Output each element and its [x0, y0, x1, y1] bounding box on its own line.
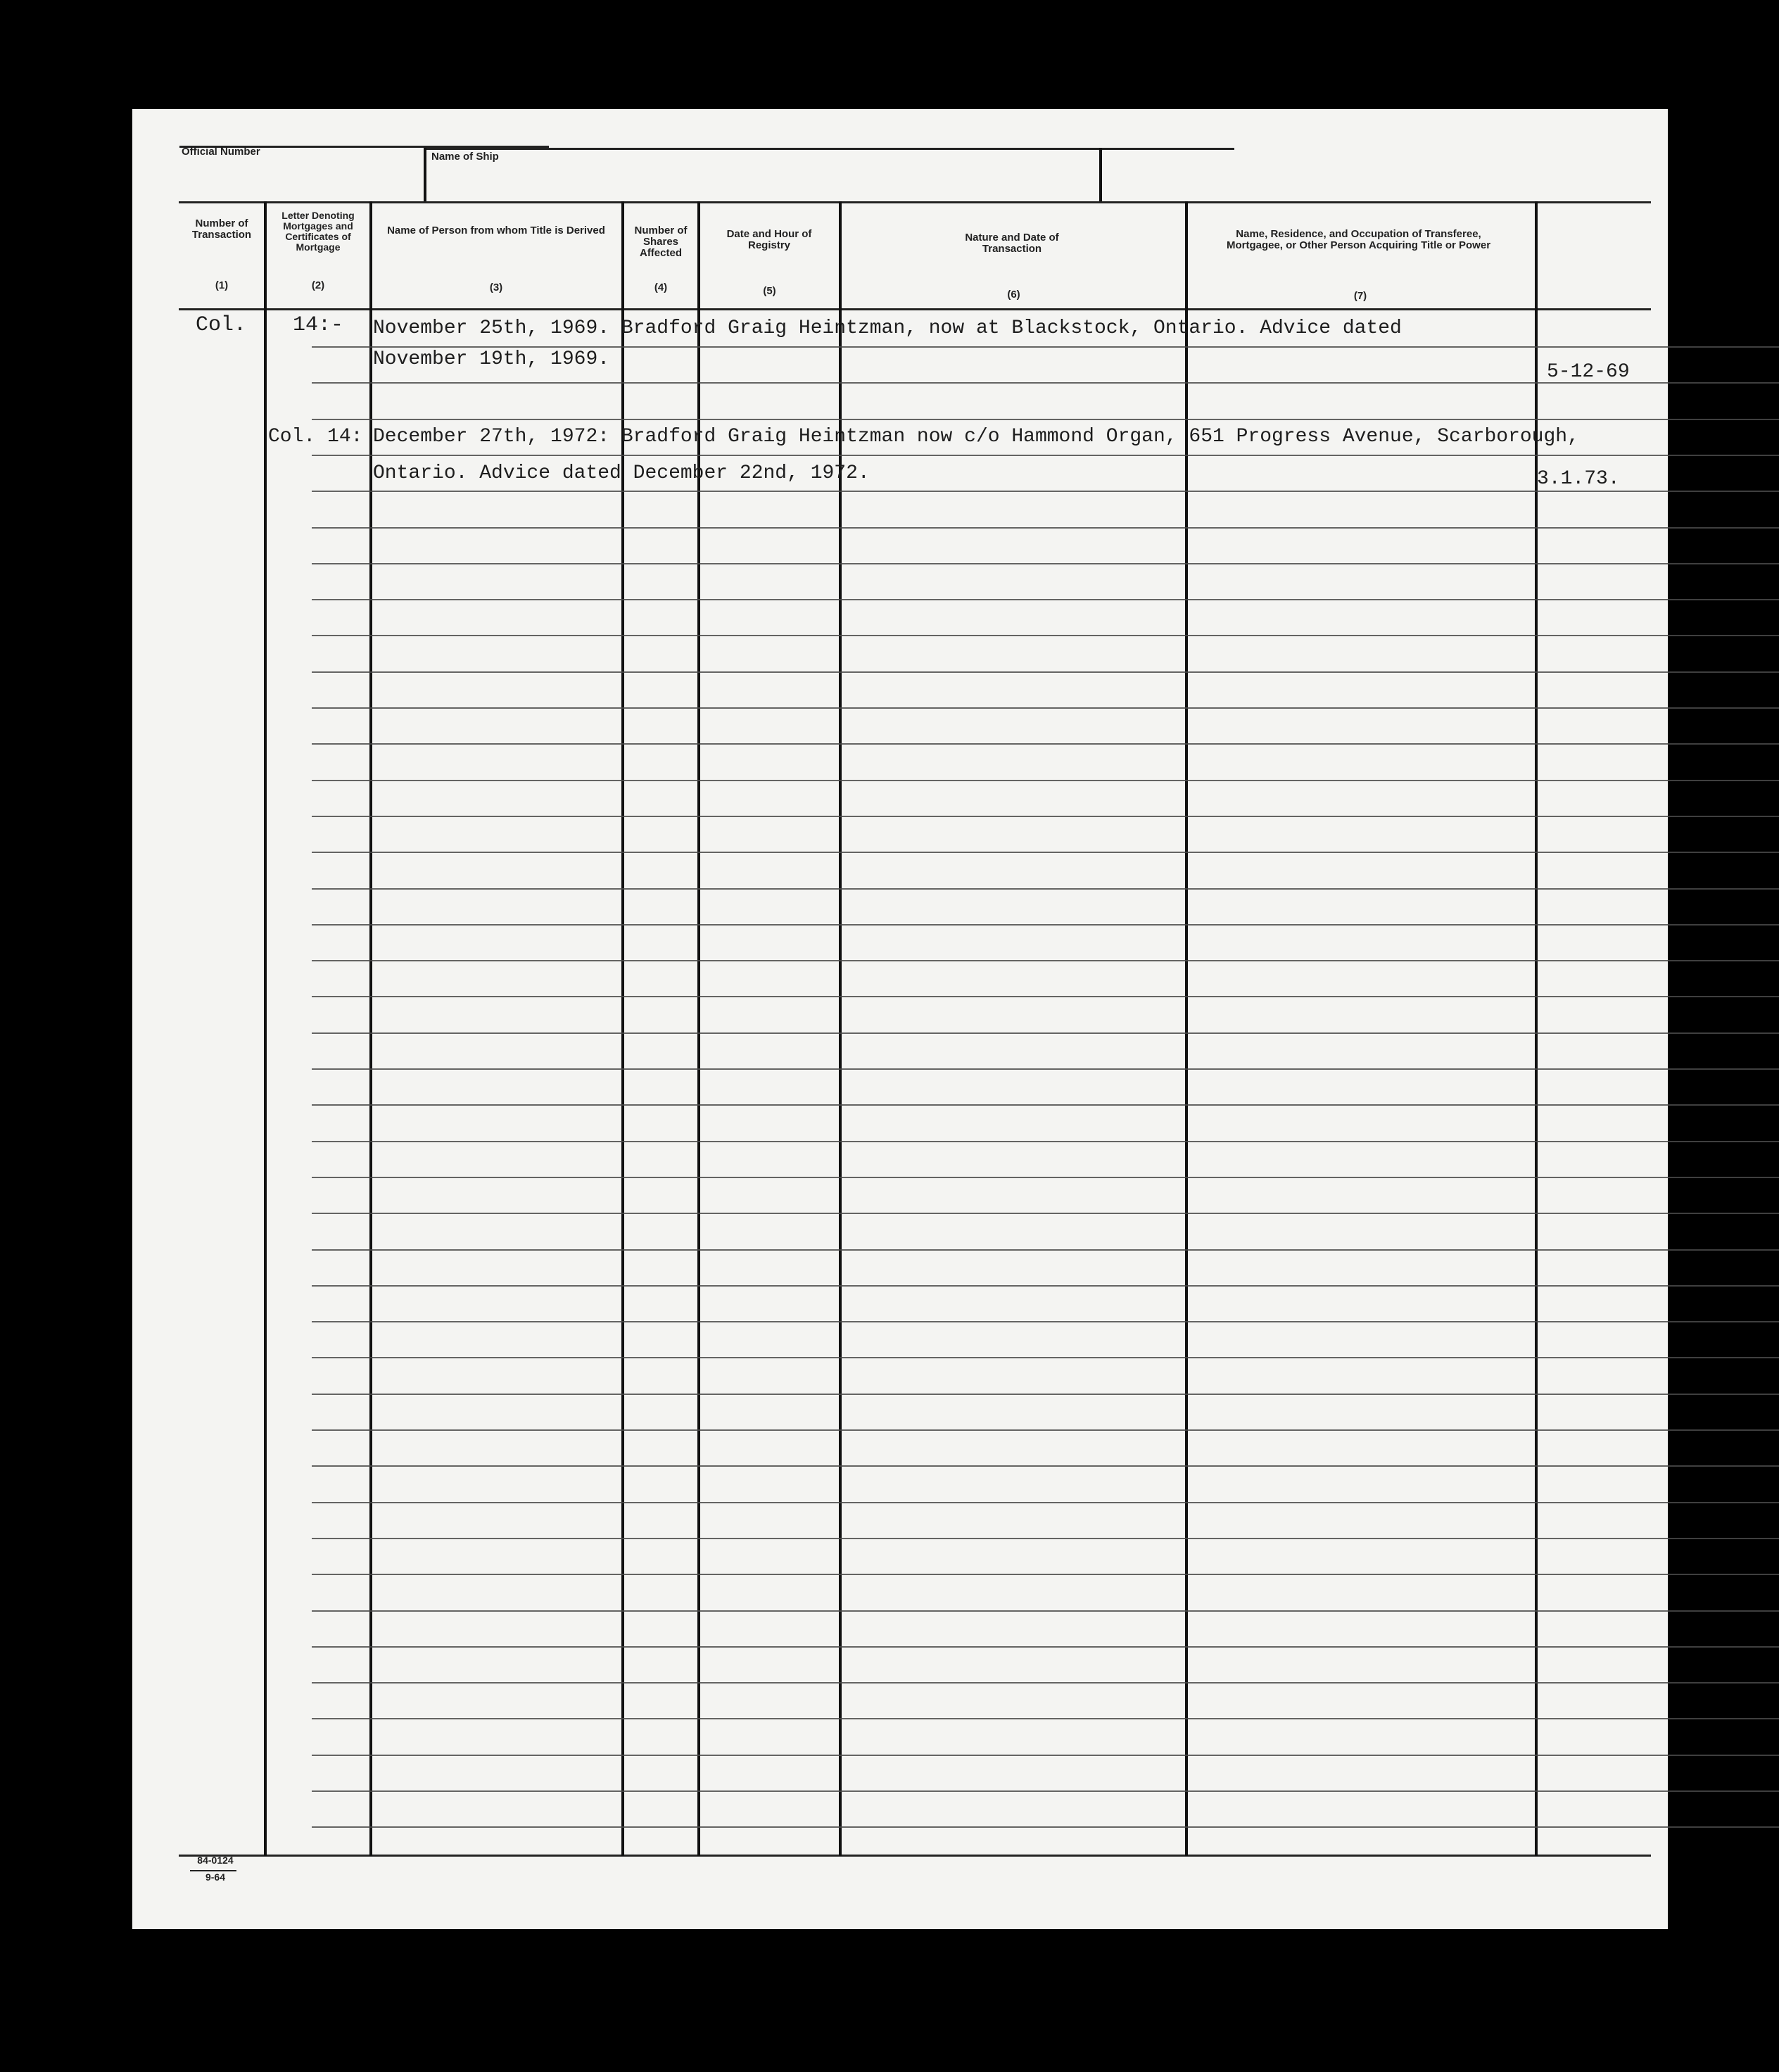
entry-2-date: 3.1.73. [1537, 468, 1620, 490]
entry-1-line1: November 25th, 1969. Bradford Graig Heintzman, now at Blackstock, Ontario. Advice dated [373, 317, 1402, 339]
ruled-line [312, 1068, 1779, 1070]
entry-1-date: 5-12-69 [1547, 361, 1630, 383]
ruled-line [312, 888, 1779, 890]
entry-1-col1: Col. [196, 313, 247, 337]
ruled-line [312, 635, 1779, 636]
col-divider-2 [369, 201, 372, 1856]
col-divider-7 [1535, 201, 1538, 1856]
ruled-line [312, 1285, 1779, 1287]
ruled-line [312, 707, 1779, 709]
ruled-line [312, 1213, 1779, 1214]
ruled-line [312, 924, 1779, 926]
entry-2-line2: Ontario. Advice dated December 22nd, 1972. [373, 462, 870, 484]
ruled-line [312, 1610, 1779, 1612]
ruled-line [312, 1646, 1779, 1648]
ruled-line [312, 1141, 1779, 1142]
ruled-line [312, 1032, 1779, 1034]
ruled-line [312, 780, 1779, 781]
ruled-line [312, 1357, 1779, 1358]
col-header-2: Letter Denoting Mortgages and Certificates of Mortgage [281, 210, 355, 253]
col-num-7: (7) [1353, 290, 1367, 302]
col-divider-3 [621, 201, 624, 1856]
col-divider-5 [839, 201, 842, 1856]
table-header-bottom [179, 308, 1651, 310]
ruled-line [312, 1574, 1779, 1575]
ruled-line [312, 1826, 1779, 1828]
ship-box-top [425, 148, 1234, 150]
col-num-1: (1) [215, 279, 229, 291]
col-header-4: Number of Shares Affected [634, 225, 688, 259]
ruled-line [312, 1249, 1779, 1251]
ruled-line [312, 1755, 1779, 1756]
form-date: 9-64 [205, 1871, 226, 1883]
entry-1-col2: 14:- [293, 313, 344, 337]
official-number-label: Official Number [182, 146, 260, 158]
col-num-6: (6) [1007, 289, 1020, 301]
ship-box-left [424, 148, 426, 203]
col-header-7: Name, Residence, and Occupation of Transferee, Mortgagee, or Other Person Acquiring Title or Power [1226, 228, 1491, 251]
ruled-line [312, 1538, 1779, 1539]
col-num-2: (2) [311, 279, 325, 291]
ruled-line [312, 563, 1779, 564]
ship-name-label: Name of Ship [431, 151, 499, 163]
col-header-1: Number of Transaction [191, 217, 252, 241]
ruled-line [312, 1502, 1779, 1503]
col-divider-6 [1185, 201, 1188, 1856]
entry-1-line2: November 19th, 1969. [373, 348, 610, 370]
col-divider-4 [697, 201, 700, 1856]
ruled-line [312, 1718, 1779, 1719]
table-header-top [179, 201, 1651, 203]
ruled-line [312, 816, 1779, 817]
ruled-line [312, 743, 1779, 745]
ruled-line [312, 1790, 1779, 1792]
col-header-5: Date and Hour of Registry [726, 228, 812, 251]
ruled-line [312, 1429, 1779, 1431]
ruled-line [312, 419, 1779, 420]
ruled-line [312, 996, 1779, 997]
col-num-4: (4) [654, 282, 668, 293]
ruled-line [312, 527, 1779, 529]
ruled-line [312, 852, 1779, 853]
ruled-line [312, 599, 1779, 600]
col-header-3: Name of Person from whom Title is Derived [387, 225, 605, 236]
ruled-line [312, 491, 1779, 492]
ruled-line [312, 671, 1779, 673]
ruled-line [312, 1321, 1779, 1322]
ruled-line [312, 1394, 1779, 1395]
register-page [132, 109, 1668, 1929]
ruled-line [312, 1177, 1779, 1178]
col-header-6: Nature and Date of Transaction [965, 232, 1059, 255]
ship-box-right [1099, 148, 1102, 203]
ruled-line [312, 1465, 1779, 1467]
table-bottom [179, 1855, 1651, 1857]
col-num-3: (3) [489, 282, 503, 293]
col-num-5: (5) [763, 285, 776, 297]
ruled-line [312, 1104, 1779, 1106]
ruled-line [312, 346, 1779, 348]
entry-2-line1: December 27th, 1972: Bradford Graig Heintzman now c/o Hammond Organ, 651 Progress Avenue, Scarborough, [373, 426, 1579, 448]
entry-2-col2: Col. 14: [268, 426, 363, 448]
form-code: 84-0124 [197, 1855, 234, 1866]
col-divider-1 [264, 201, 267, 1856]
ruled-line [312, 1682, 1779, 1684]
ruled-line [312, 960, 1779, 961]
ruled-line [312, 455, 1779, 456]
